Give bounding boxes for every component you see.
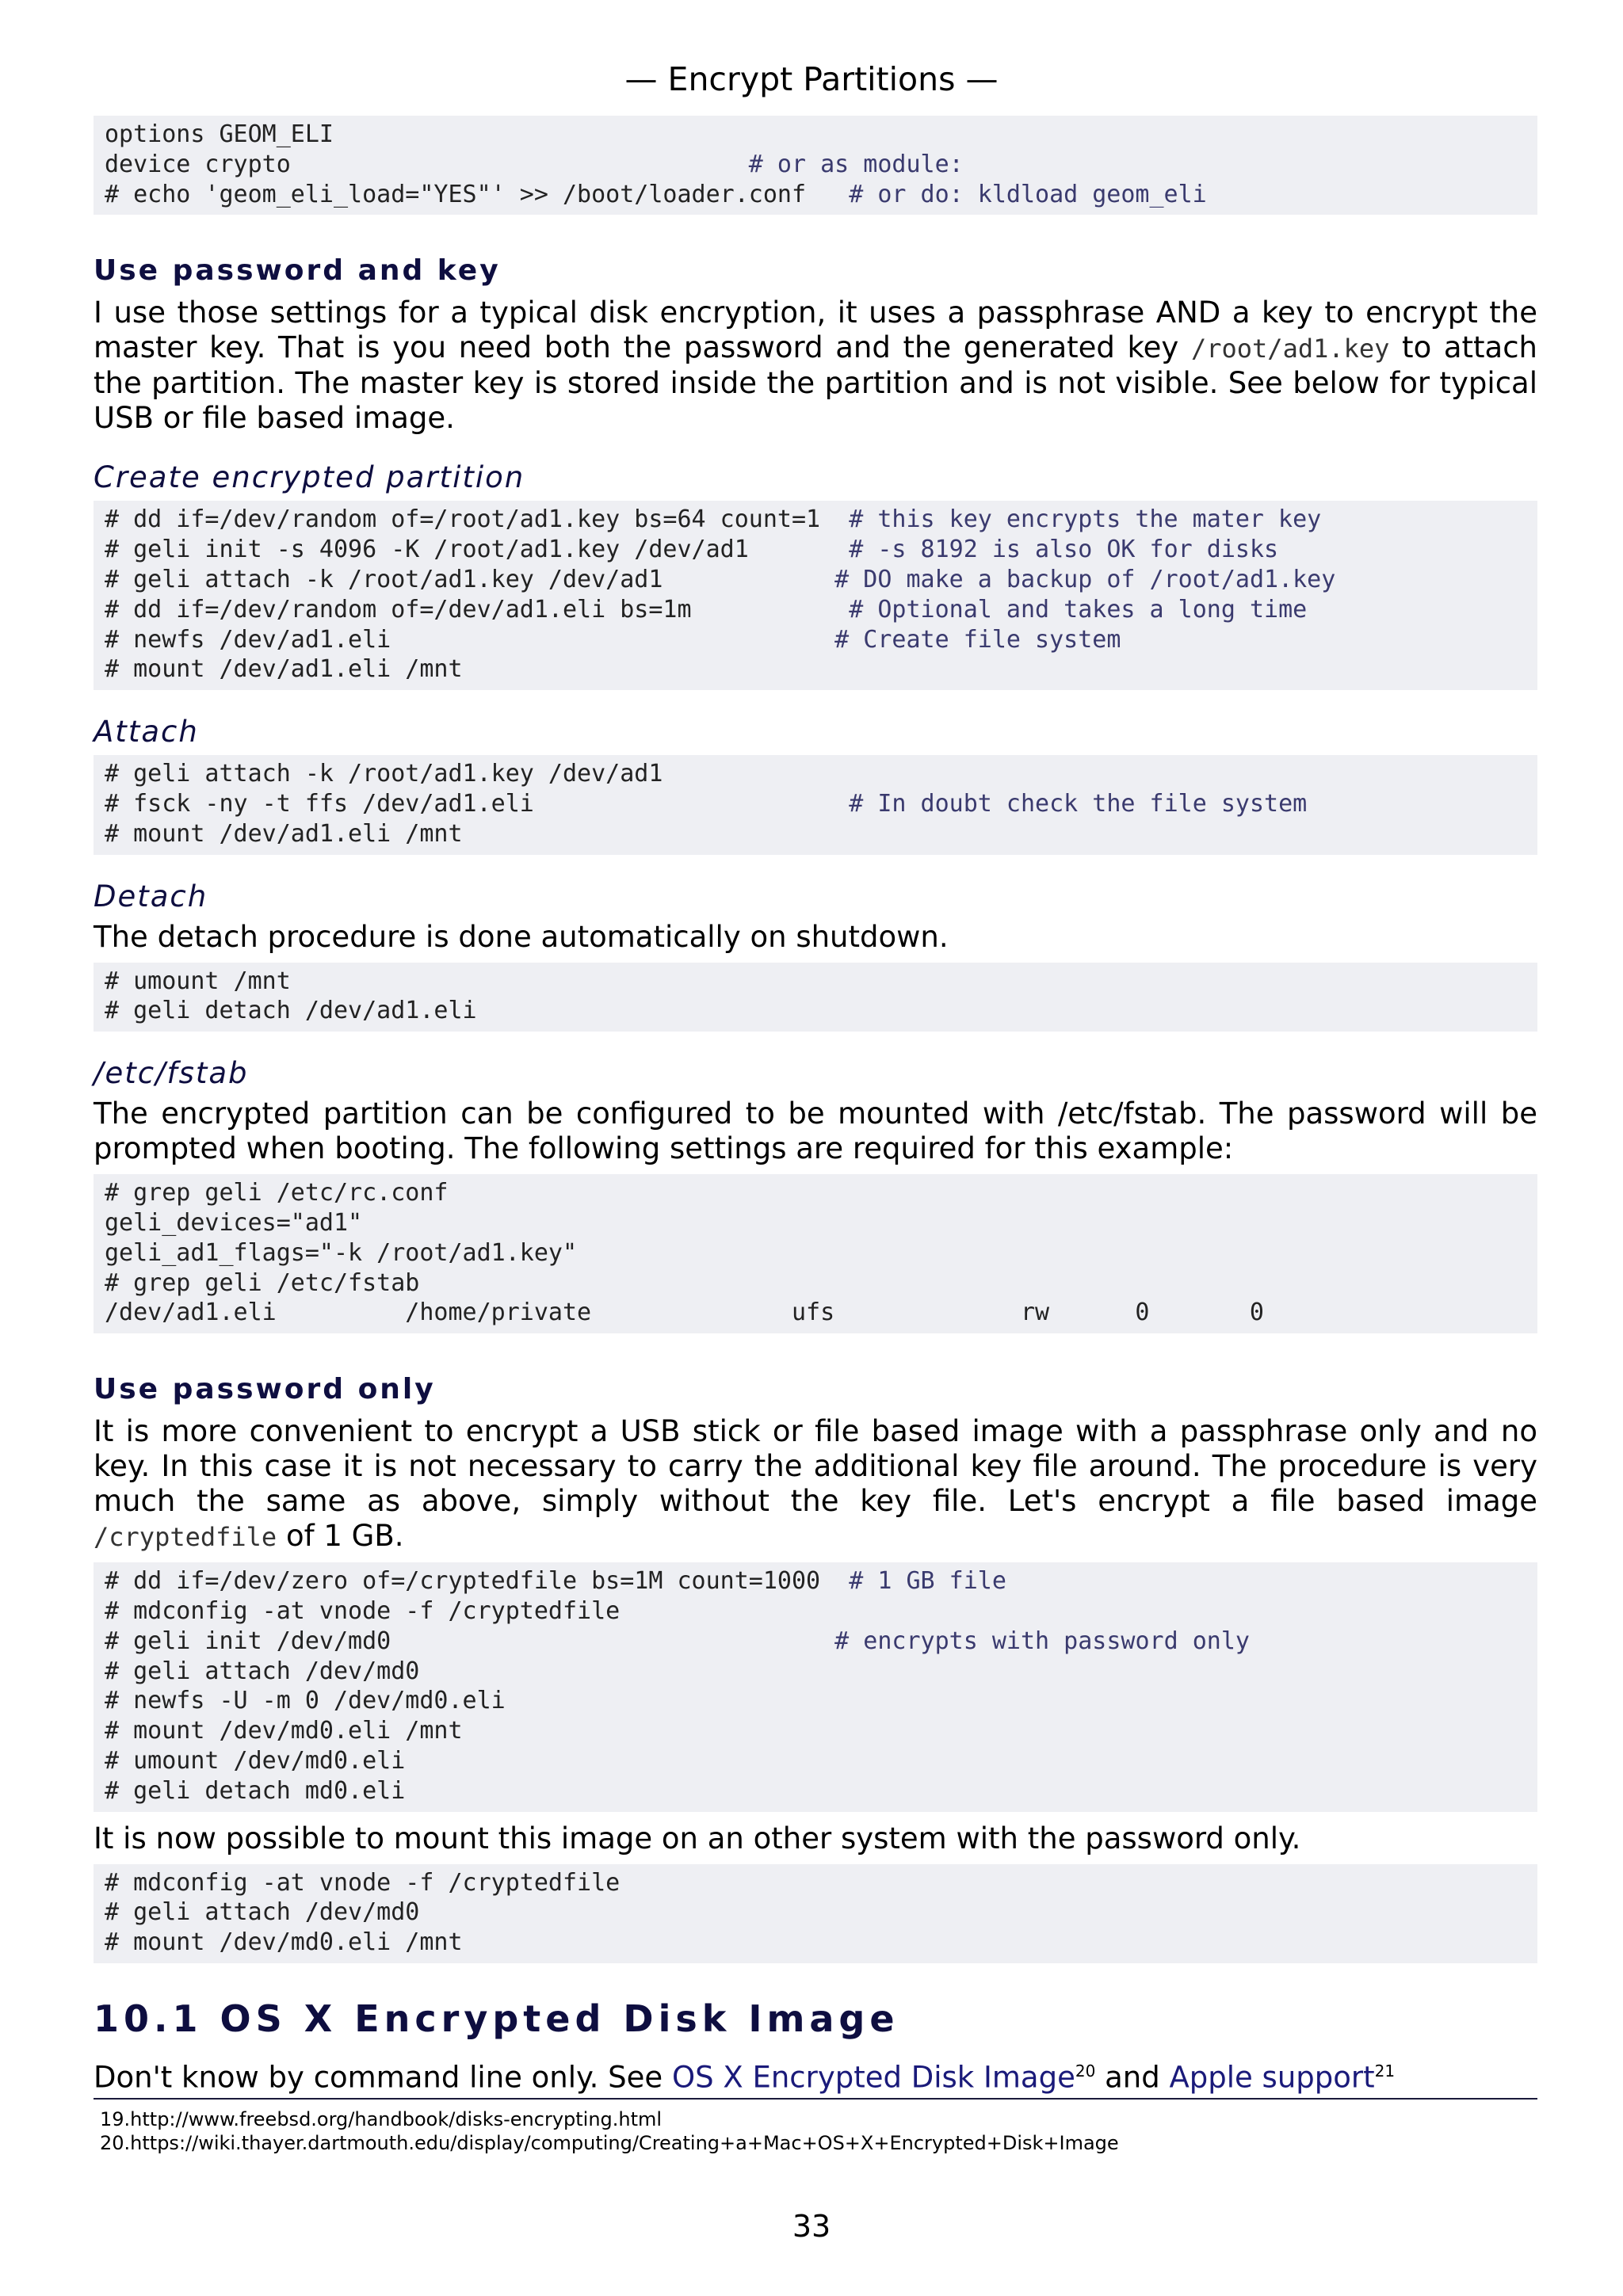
- heading-use-password-and-key: Use password and key: [94, 254, 501, 288]
- code-line: # newfs -U -m 0 /dev/md0.eli: [105, 1687, 506, 1715]
- code-line: # grep geli /etc/fstab: [105, 1268, 420, 1297]
- code-block-create: [94, 501, 1537, 690]
- link-os-x-encrypted-disk-image[interactable]: OS X Encrypted Disk Image: [671, 2060, 1075, 2095]
- code-line: # umount /dev/md0.eli: [105, 1746, 406, 1775]
- paragraph-mount-other-system: It is now possible to mount this image on an other system with the password only.: [94, 1821, 1301, 1855]
- code-block-kernel: [94, 116, 1537, 215]
- code-line: # geli attach -k /root/ad1.key /dev/ad1 # DO make a backup of /root/ad1.key: [105, 565, 1336, 593]
- paragraph-password-only: It is more convenient to encrypt a USB stick or file based image with a passphrase only and no key. In this case it is not necessary to carry the additional key file around. The procedure is very much the same as above, simply without the key file. Let's encrypt a file based image /cryptedfile of 1 GB.: [94, 1414, 1537, 1554]
- footnote-19: 19.http://www.freebsd.org/handbook/disks-encrypting.html: [100, 2108, 663, 2130]
- footnote-ref-21: 21: [1374, 2061, 1396, 2081]
- code-line: # geli init /dev/md0 # encrypts with password only: [105, 1627, 1250, 1655]
- code-line: # geli detach md0.eli: [105, 1776, 406, 1805]
- code-line: # dd if=/dev/random of=/dev/ad1.eli bs=1m # Optional and takes a long time: [105, 595, 1308, 624]
- code-line: # dd if=/dev/zero of=/cryptedfile bs=1M count=1000 # 1 GB file: [105, 1567, 1006, 1596]
- code-line: options GEOM_ELI: [105, 120, 334, 148]
- code-line: # fsck -ny -t ffs /dev/ad1.eli # In doubt check the file system: [105, 789, 1308, 818]
- code-line: # newfs /dev/ad1.eli # Create file system: [105, 625, 1121, 654]
- inline-code-key-path: /root/ad1.key: [1190, 334, 1390, 364]
- code-line: # grep geli /etc/rc.conf: [105, 1179, 449, 1207]
- footnotes: [100, 2107, 1526, 2155]
- paragraph-password-and-key: I use those settings for a typical disk encryption, it uses a passphrase AND a key to encrypt the master key. That is you need both the password and the generated key /root/ad1.key to attach the partition. The master key is stored inside the partition and is not visible. See below for typical USB or file based image.: [94, 296, 1538, 436]
- code-line: # mdconfig -at vnode -f /cryptedfile: [105, 1868, 621, 1897]
- page-header: — Encrypt Partitions —: [624, 60, 999, 98]
- code-line: # mount /dev/ad1.eli /mnt: [105, 655, 463, 684]
- code-line: geli_devices="ad1": [105, 1208, 363, 1237]
- inline-code-cryptedfile: /cryptedfile: [94, 1522, 277, 1553]
- code-line: # geli attach /dev/md0: [105, 1898, 420, 1927]
- heading-create-encrypted-partition: Create encrypted partition: [94, 460, 525, 495]
- code-block-mount-other-system: [94, 1864, 1537, 1963]
- paragraph-fstab: The encrypted partition can be configured to be mounted with /etc/fstab. The password will be prompted when booting. The following settings are required for this example:: [94, 1097, 1537, 1166]
- page-content: [94, 116, 1537, 2100]
- code-line: # geli init -s 4096 -K /root/ad1.key /dev/ad1 # -s 8192 is also OK for disks: [105, 536, 1279, 564]
- code-line: # mount /dev/md0.eli /mnt: [105, 1717, 463, 1745]
- code-block-fstab: [94, 1174, 1537, 1333]
- code-line: geli_ad1_flags="-k /root/ad1.key": [105, 1238, 578, 1267]
- heading-use-password-only: Use password only: [94, 1373, 436, 1406]
- link-apple-support[interactable]: Apple support: [1169, 2060, 1375, 2095]
- heading-etc-fstab: /etc/fstab: [94, 1056, 249, 1091]
- code-line: # mount /dev/ad1.eli /mnt: [105, 819, 463, 848]
- code-line: # mount /dev/md0.eli /mnt: [105, 1928, 463, 1957]
- footnote-20: 20.https://wiki.thayer.dartmouth.edu/display/computing/Creating+a+Mac+OS+X+Encrypted+Disk+Image: [100, 2132, 1119, 2154]
- code-line: # dd if=/dev/random of=/root/ad1.key bs=64 count=1 # this key encrypts the mater key: [105, 505, 1322, 534]
- code-line: # echo 'geom_eli_load="YES"' >> /boot/loader.conf # or do: kldload geom_eli: [105, 180, 1207, 208]
- code-block-attach: [94, 755, 1537, 854]
- code-line: device crypto # or as module:: [105, 150, 964, 178]
- code-block-password-only: [94, 1562, 1537, 1811]
- code-line: # geli attach -k /root/ad1.key /dev/ad1: [105, 760, 663, 788]
- code-line: # geli attach /dev/md0: [105, 1657, 420, 1685]
- code-line: # geli detach /dev/ad1.eli: [105, 997, 477, 1025]
- footnote-ref-20: 20: [1075, 2061, 1096, 2081]
- page-number: 33: [792, 2209, 831, 2244]
- code-line: # mdconfig -at vnode -f /cryptedfile: [105, 1596, 621, 1625]
- heading-attach: Attach: [94, 715, 199, 749]
- heading-os-x-encrypted-disk-image: 10.1 OS X Encrypted Disk Image: [94, 1997, 899, 2040]
- heading-detach: Detach: [94, 879, 208, 913]
- code-block-detach: [94, 963, 1537, 1032]
- paragraph-os-x: Don't know by command line only. See OS X Encrypted Disk Image$^{20}$ and Apple support$^{21}$: [94, 2054, 1537, 2100]
- code-line: # umount /mnt: [105, 967, 291, 995]
- code-line: /dev/ad1.eli /home/private ufs rw 0 0: [105, 1299, 1264, 1327]
- paragraph-detach: The detach procedure is done automatically on shutdown.: [94, 919, 949, 954]
